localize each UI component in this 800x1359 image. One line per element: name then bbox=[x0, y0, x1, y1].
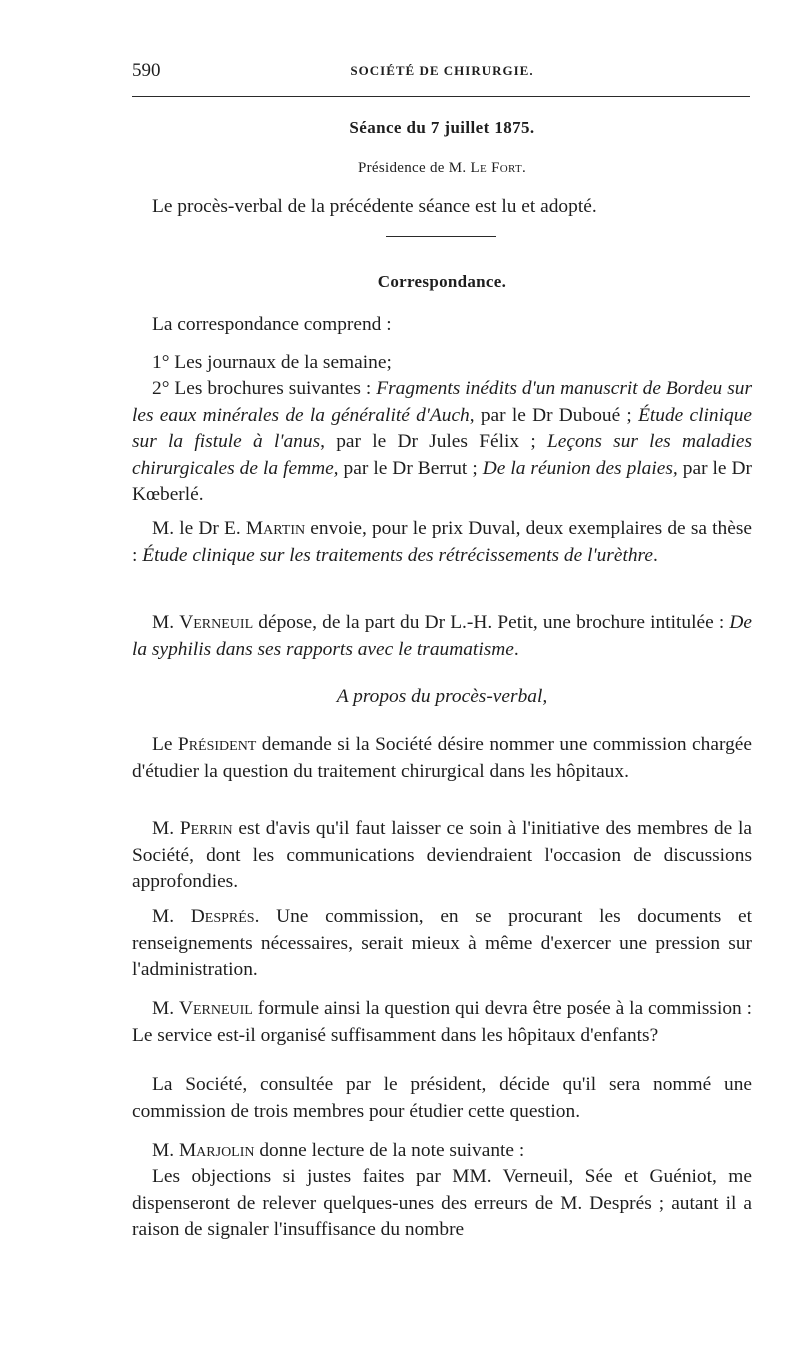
page-number: 590 bbox=[132, 60, 161, 81]
verneuil2-text: M. bbox=[152, 998, 179, 1019]
paragraph-objections: Les objections si justes faites par MM. Verneuil, Sée et Guéniot, me dispenseront de relever quelques-unes des erreurs de M. Després ; autant il a raison de signaler l'insuffisance du nombre bbox=[132, 1166, 752, 1240]
paragraph-president bbox=[132, 732, 752, 785]
brochures-text: par le Dr Kœberlé. bbox=[132, 457, 752, 505]
brochure-title-reunion: De la réunion des plaies, bbox=[482, 457, 678, 479]
subheading-proces-verbal: A propos du procès-verbal, bbox=[336, 686, 548, 707]
section-divider bbox=[386, 236, 496, 237]
list-item-brochures bbox=[132, 376, 752, 509]
person-name-marjolin: Marjolin bbox=[178, 1140, 255, 1161]
presidence-suffix: . bbox=[521, 160, 527, 176]
paragraph-societe: La Société, consultée par le président, décide qu'il sera nommé une commission de trois membres pour étudier cette question. bbox=[132, 1074, 752, 1122]
person-name-martin: Martin bbox=[245, 518, 306, 539]
presidence-name: Le Fort bbox=[470, 160, 522, 176]
perrin-text: M. bbox=[152, 818, 180, 839]
brochure-title-bordeu: Fragments inédits d'un manuscrit de Bordeu sur les eaux minérales de la généralité d'Auch bbox=[132, 378, 752, 426]
paragraph-verneuil-question bbox=[132, 996, 752, 1049]
presidence-line bbox=[132, 160, 752, 177]
paragraph-verneuil bbox=[132, 610, 752, 663]
marjolin-text: donne lecture de la note suivante : bbox=[254, 1140, 525, 1161]
running-head bbox=[132, 60, 752, 86]
paragraph-despres bbox=[132, 904, 752, 984]
brochure-title-syphilis: De la syphilis dans ses rapports avec le traumatisme bbox=[132, 612, 752, 660]
despres-text: M. bbox=[152, 906, 191, 927]
verneuil-text: M. bbox=[152, 612, 180, 633]
paragraph-proces-verbal: Le procès-verbal de la précédente séance est lu et adopté. bbox=[152, 196, 597, 217]
despres-text: . Une commission, en se procurant les documents et renseignements nécessaires, serait mieux à même d'exercer une pression sur l'administration. bbox=[132, 906, 752, 980]
presidence-prefix: Présidence de M. bbox=[357, 160, 471, 176]
person-name-verneuil: Verneuil bbox=[178, 998, 253, 1019]
paragraph-marjolin bbox=[132, 1138, 752, 1165]
header-rule bbox=[132, 96, 750, 97]
paragraph-correspondance-intro: La correspondance comprend : bbox=[152, 314, 392, 335]
president-text: demande si la Société désire nommer une commission chargée d'étudier la question du traitement chirurgical dans les hôpitaux. bbox=[132, 734, 752, 782]
martin-text: . bbox=[652, 544, 658, 566]
brochures-text: , par le Dr Jules Félix ; bbox=[320, 431, 547, 452]
running-title: SOCIÉTÉ DE CHIRURGIE. bbox=[350, 63, 534, 78]
verneuil-text: . bbox=[513, 638, 519, 660]
perrin-text: est d'avis qu'il faut laisser ce soin à l'initiative des membres de la Société, dont les communications deviendraient l'occasion de discussions approfondies. bbox=[132, 818, 753, 892]
brochure-title-fistule: Étude clinique sur la fistule à l'anus bbox=[132, 404, 752, 452]
brochure-title-lecons: Leçons sur les maladies chirurgicales de la femme, bbox=[132, 431, 752, 479]
person-name-verneuil: Verneuil bbox=[179, 612, 254, 633]
list-item-journaux: 1° Les journaux de la semaine; bbox=[152, 352, 392, 373]
marjolin-text: M. bbox=[152, 1140, 179, 1161]
martin-text: M. le Dr E. bbox=[152, 518, 246, 539]
martin-text: envoie, pour le prix Duval, deux exemplaires de sa thèse : bbox=[132, 518, 752, 566]
person-name-president: Président bbox=[177, 734, 257, 755]
seance-title: Séance du 7 juillet 1875. bbox=[349, 118, 535, 137]
verneuil2-text: formule ainsi la question qui devra être posée à la commission : Le service est-il organisé suffisamment dans les hôpitaux d'enfants? bbox=[132, 998, 753, 1046]
thesis-title: Étude clinique sur les traitements des rétrécissements de l'urèthre bbox=[142, 544, 653, 566]
verneuil-text: dépose, de la part du Dr L.-H. Petit, une brochure intitulée : bbox=[253, 612, 730, 633]
brochures-text: 2° Les brochures suivantes : bbox=[152, 378, 377, 399]
brochures-text: par le Dr Berrut ; bbox=[338, 457, 483, 479]
paragraph-perrin bbox=[132, 816, 752, 896]
person-name-perrin: Perrin bbox=[179, 818, 233, 839]
person-name-despres: Després bbox=[190, 906, 255, 927]
paragraph-martin bbox=[132, 516, 752, 569]
section-heading-correspondance: Correspondance. bbox=[377, 272, 507, 291]
brochures-text: , par le Dr Duboué ; bbox=[469, 404, 639, 426]
president-text: Le bbox=[152, 734, 178, 755]
